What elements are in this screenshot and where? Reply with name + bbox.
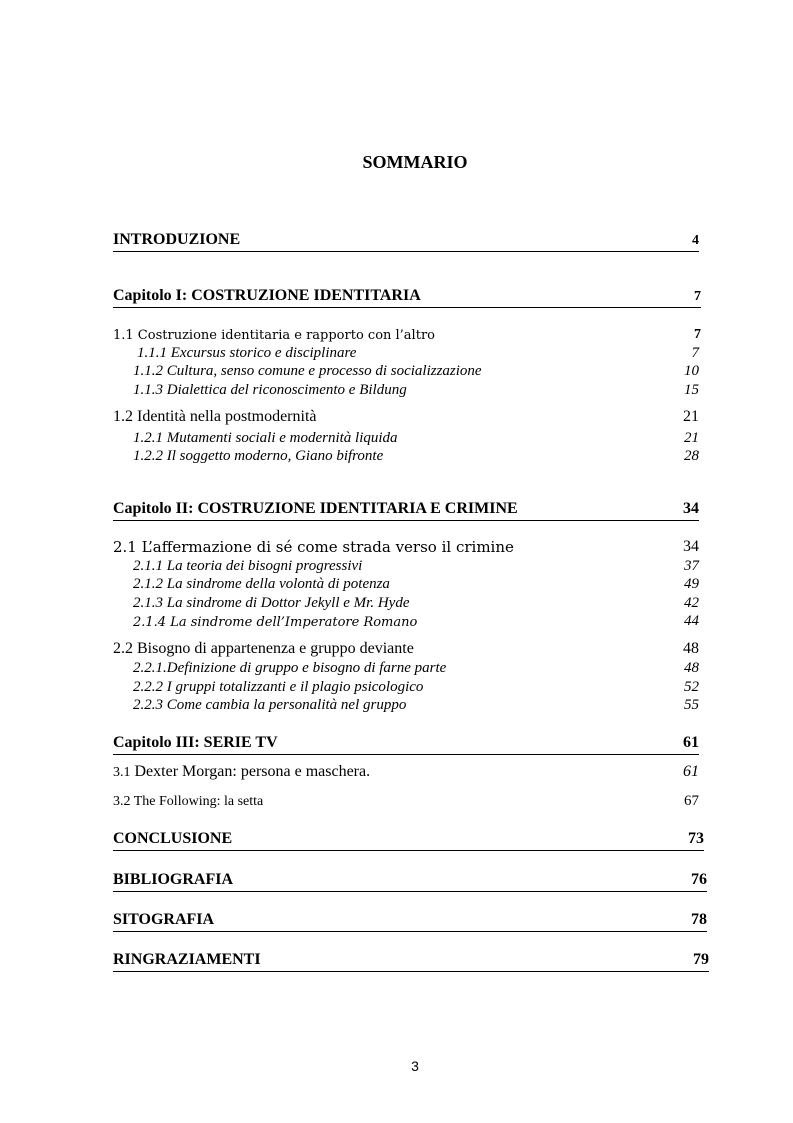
toc-label: 2.1 L’affermazione di sé come strada verso il crimine	[113, 538, 514, 556]
toc-entry-2-1[interactable]	[113, 538, 699, 558]
toc-page: 28	[684, 448, 699, 464]
toc-label: Capitolo III: SERIE TV	[113, 734, 278, 751]
toc-page: 15	[684, 382, 699, 398]
toc-page: 7	[694, 289, 701, 304]
toc-entry-1-1-2[interactable]	[133, 362, 699, 382]
toc-entry-2-1-2[interactable]	[133, 575, 699, 595]
toc-label: 2.2.3 Come cambia la personalità nel gruppo	[133, 697, 407, 713]
toc-label: 2.1.2 La sindrome della volontà di potenza	[133, 576, 390, 592]
toc-page: 61	[683, 734, 699, 751]
toc-page: 34	[683, 500, 699, 517]
toc-entry-1-2-1[interactable]	[133, 429, 699, 449]
toc-page: 61	[683, 763, 699, 780]
toc-page: 42	[684, 595, 699, 611]
toc-entry-1-2[interactable]	[113, 408, 699, 428]
toc-page: 21	[684, 430, 699, 446]
toc-page: 48	[684, 660, 699, 676]
toc-entry-1-1[interactable]	[113, 325, 701, 345]
page-title: SOMMARIO	[362, 152, 468, 172]
toc-entry-3-1[interactable]	[113, 763, 699, 783]
toc-entry-conclusione[interactable]	[113, 830, 704, 851]
toc-label: 2.2 Bisogno di appartenenza e gruppo deviante	[113, 640, 414, 657]
toc-page: 48	[683, 640, 699, 657]
toc-label: 2.1.3 La sindrome di Dottor Jekyll e Mr. Hyde	[133, 595, 410, 611]
toc-entry-ringraziamenti[interactable]	[113, 951, 709, 972]
toc-page: 67	[684, 793, 699, 809]
toc-entry-2-2-1[interactable]	[133, 659, 699, 679]
toc-label: Capitolo II: COSTRUZIONE IDENTITARIA E CRIMINE	[113, 500, 518, 517]
toc-page: 44	[684, 613, 699, 629]
toc-entry-chapter-3[interactable]	[113, 734, 699, 755]
toc-label: 1.2.2 Il soggetto moderno, Giano bifronte	[133, 448, 384, 464]
toc-label: 1.1 Costruzione identitaria e rapporto con l’altro	[113, 328, 435, 343]
toc-entry-2-2[interactable]	[113, 640, 699, 660]
page-number: 3	[411, 1058, 419, 1074]
toc-page: 10	[684, 363, 699, 379]
toc-entry-sitografia[interactable]	[113, 911, 707, 932]
toc-label: SITOGRAFIA	[113, 911, 215, 928]
toc-page: 21	[683, 408, 699, 425]
toc-label: CONCLUSIONE	[113, 830, 233, 847]
toc-entry-2-1-3[interactable]	[133, 594, 699, 614]
toc-label: BIBLIOGRAFIA	[113, 871, 234, 888]
toc-label: 2.2.2 I gruppi totalizzanti e il plagio psicologico	[133, 679, 424, 695]
toc-entry-3-2[interactable]	[113, 792, 699, 812]
toc-label: 2.2.1.Definizione di gruppo e bisogno di farne parte	[133, 660, 447, 676]
toc-page: 78	[691, 911, 707, 928]
toc-page: 76	[691, 871, 707, 888]
toc-entry-2-1-4[interactable]	[133, 612, 699, 632]
toc-entry-chapter-2[interactable]	[113, 500, 699, 521]
toc-page: 73	[688, 830, 704, 847]
toc-label: Capitolo I: COSTRUZIONE IDENTITARIA	[113, 287, 421, 304]
toc-page: 34	[683, 538, 699, 555]
toc-label: Dexter Morgan: persona e maschera.	[134, 763, 371, 780]
toc-label: RINGRAZIAMENTI	[113, 951, 261, 968]
toc-label: 1.2 Identità nella postmodernità	[113, 408, 317, 425]
toc-page: 52	[684, 679, 699, 695]
toc-label: 1.1.1 Excursus storico e disciplinare	[137, 345, 357, 361]
toc-page: 55	[684, 697, 699, 713]
toc-entry-2-1-1[interactable]	[133, 557, 699, 577]
toc-entry-2-2-3[interactable]	[133, 696, 699, 716]
toc-label: 2.1.1 La teoria dei bisogni progressivi	[133, 558, 363, 574]
toc-label: 1.1.3 Dialettica del riconoscimento e Bildung	[133, 382, 407, 398]
toc-entry-1-2-2[interactable]	[133, 447, 699, 467]
toc-label: INTRODUZIONE	[113, 231, 241, 248]
toc-page: 7	[694, 327, 701, 342]
toc-entry-1-1-3[interactable]	[133, 381, 699, 401]
toc-entry-1-1-1[interactable]	[137, 344, 699, 364]
toc-page: 79	[693, 951, 709, 968]
toc-label: 1.2.1 Mutamenti sociali e modernità liquida	[133, 430, 398, 446]
toc-entry-bibliografia[interactable]	[113, 871, 707, 892]
toc-label: 1.1.2 Cultura, senso comune e processo di socializzazione	[133, 363, 482, 379]
toc-number: 3.1	[113, 765, 131, 780]
toc-page: 4	[692, 233, 699, 248]
toc-entry-2-2-2[interactable]	[133, 678, 699, 698]
toc-page: 7	[691, 345, 699, 361]
toc-page: 37	[684, 558, 699, 574]
toc-entry-chapter-1[interactable]	[113, 287, 701, 308]
toc-label: 3.2 The Following: la setta	[113, 794, 264, 809]
toc-page: 49	[684, 576, 699, 592]
toc-label: 2.1.4 La sindrome dell’Imperatore Romano	[133, 615, 418, 630]
toc-entry-introduzione[interactable]	[113, 231, 699, 252]
